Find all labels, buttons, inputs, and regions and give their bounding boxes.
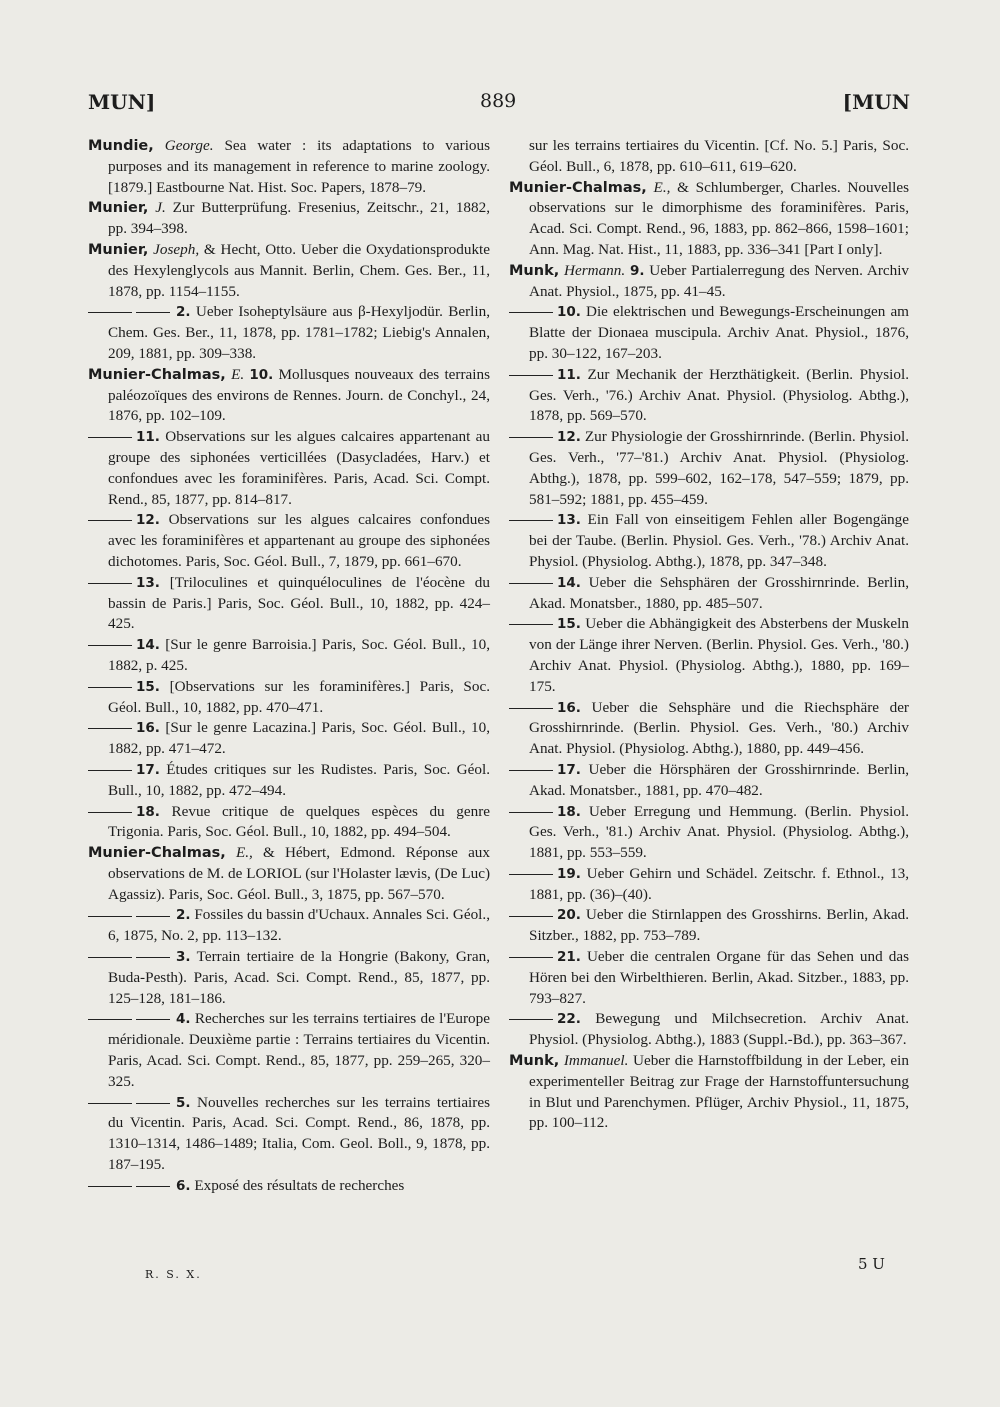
- author-given-name: Hermann.: [564, 261, 626, 279]
- entry-number: 16.: [557, 699, 581, 716]
- entry-number: 2.: [176, 907, 191, 924]
- author-surname: Munier-Chalmas,: [88, 845, 226, 862]
- entry-text: Ueber die Sehsphäre und die Riechsphäre der Grosshirnrinde. (Berlin. Physiol. Ges. Verh., '80.) Archiv Anat. Physiol. (Physiolog. Abthg.), 1880, pp. 449–456.: [529, 698, 909, 758]
- entry-number: 11.: [136, 429, 160, 446]
- bibliography-entry: [509, 614, 909, 697]
- entry-text: Terrain tertiaire de la Hongrie (Bakony, Gran, Buda-Pesth). Paris, Acad. Sci. Compt. Rend., 85, 1877, pp. 125–128, 181–186.: [108, 948, 490, 1007]
- bibliography-entry: [509, 510, 909, 572]
- entry-number: 15.: [136, 678, 160, 695]
- author-surname: Munier,: [88, 241, 149, 258]
- author-given-name: George.: [164, 137, 214, 154]
- entry-number: 13.: [136, 574, 160, 591]
- entry-text: Mollusques nouveaux des terrains paléozoïques des environs de Rennes. Journ. de Conchyl., 24, 1876, pp. 102–109.: [108, 365, 491, 425]
- right-column: [509, 136, 909, 1134]
- author-surname: Mundie,: [88, 138, 154, 154]
- ditto-rule: [88, 437, 132, 438]
- entry-number: 18.: [136, 803, 160, 820]
- ditto-rule: [136, 1103, 170, 1104]
- entry-text: Fossiles du bassin d'Uchaux. Annales Sci. Géol., 6, 1875, No. 2, pp. 113–132.: [108, 906, 490, 945]
- bibliography-entry: [509, 178, 909, 261]
- entry-text: Ueber die Sehsphären der Grosshirnrinde. Berlin, Akad. Monatsber., 1880, pp. 485–507.: [529, 573, 909, 612]
- sheet-mark: 5 U: [858, 1255, 885, 1273]
- entry-text: [Triloculines et quinquéloculines de l'éocène du bassin de Paris.] Paris, Soc. Géol. Bull., 10, 1882, pp. 424–425.: [108, 573, 490, 633]
- bibliography-entry: [88, 635, 490, 677]
- ditto-rule: [509, 708, 553, 709]
- ditto-rule: [136, 312, 170, 313]
- entry-text: Observations sur les algues calcaires confondues avec les foraminifères et appartenant au groupe des siphonées dichotomes. Paris, Soc. Géol. Bull., 7, 1879, pp. 661–670.: [108, 511, 490, 570]
- entry-text: Exposé des résultats de recherches: [190, 1176, 405, 1194]
- entry-text: Ueber Erregung und Hemmung. (Berlin. Physiol. Ges. Verh., '81.) Archiv Anat. Physiol. (Physiolog. Abthg.), 1881, pp. 553–559.: [529, 802, 909, 862]
- entry-text: Ueber die Harnstoffbildung in der Leber, ein experimenteller Beitrag zur Frage der Harnstoffuntersuchung in Blut und Parenchymen. Pflüger, Archiv Physiol., 11, 1875, pp. 100–112.: [529, 1052, 909, 1132]
- entry-number: 5.: [176, 1094, 191, 1111]
- entry-number: 17.: [136, 761, 160, 778]
- bibliography-entry: [88, 947, 490, 1009]
- entry-number: 10.: [249, 366, 274, 383]
- bibliography-entry: [88, 760, 490, 802]
- ditto-rule: [509, 957, 553, 958]
- entry-number: 2.: [176, 304, 191, 321]
- left-column: [88, 136, 490, 1197]
- ditto-rule: [509, 437, 553, 438]
- bibliography-entry: [509, 573, 909, 615]
- bibliography-entry: [509, 1051, 909, 1134]
- entry-number: 12.: [136, 512, 160, 529]
- author-surname: Munier-Chalmas,: [88, 366, 226, 383]
- ditto-rule: [509, 1019, 553, 1020]
- entry-text: & Schlumberger, Charles. Nouvelles observations sur le dimorphisme des foraminifères. Paris, Acad. Sci. Compt. Rend., 96, 1883, pp. 862–866, 1598–1601; Ann. Mag. Nat. Hist., 11, 1883, pp. 336–341 [Part I only].: [529, 178, 909, 258]
- ditto-rule: [88, 916, 132, 917]
- ditto-rule: [88, 312, 132, 313]
- bibliography-entry: [88, 427, 490, 510]
- ditto-rule: [509, 812, 553, 813]
- ditto-rule: [136, 957, 170, 958]
- entry-number: 4.: [176, 1011, 191, 1028]
- entry-text: Études critiques sur les Rudistes. Paris, Soc. Géol. Bull., 10, 1882, pp. 472–494.: [108, 760, 490, 799]
- bibliography-entry: [88, 510, 490, 572]
- entry-text: Ueber die Stirnlappen des Grosshirns. Berlin, Akad. Sitzber., 1882, pp. 753–789.: [529, 906, 909, 945]
- entry-number: 13.: [557, 512, 581, 529]
- entry-text: & Hébert, Edmond. Réponse aux observations de M. de LORIOL (sur l'Holaster lævis, (De Luc) Agassiz). Paris, Soc. Géol. Bull., 3, 1875, pp. 567–570.: [108, 844, 490, 903]
- entry-text: Zur Mechanik der Herzthätigkeit. (Berlin. Physiol. Ges. Verh., '76.) Archiv Anat. Physiol. (Physiolog. Abthg.), 1878, pp. 569–570.: [529, 365, 909, 425]
- ditto-rule: [88, 812, 132, 813]
- ditto-rule: [509, 375, 553, 376]
- ditto-rule: [136, 916, 170, 917]
- bibliography-entry: [509, 261, 909, 303]
- entry-text: Zur Physiologie der Grosshirnrinde. (Berlin. Physiol. Ges. Verh., '77–'81.) Archiv Anat. Physiol. (Physiolog. Abthg.), 1878, pp. 599–602, 162–178, 547–559; 1879, pp. 581–592; 1881, pp. 455–459.: [529, 428, 909, 508]
- entry-text: Sea water : its adaptations to various purposes and its management in reference to marine zoology. [1879.] Eastbourne Nat. Hist. Soc. Papers, 1878–79.: [108, 137, 491, 196]
- ditto-rule: [509, 874, 553, 875]
- author-surname: Munk,: [509, 1053, 560, 1070]
- page-number: 889: [480, 90, 517, 112]
- entry-number: 17.: [557, 761, 581, 778]
- bibliography-entry: [88, 905, 490, 947]
- entry-number: 22.: [557, 1011, 581, 1028]
- author-given-name: E.,: [235, 844, 253, 862]
- bibliography-entry: [509, 760, 909, 802]
- bibliography-entry: [88, 1009, 490, 1092]
- ditto-rule: [509, 520, 553, 521]
- ditto-rule: [88, 1103, 132, 1104]
- bibliography-entry: [88, 718, 490, 760]
- ditto-rule: [88, 645, 132, 646]
- bibliography-entry: [509, 302, 909, 364]
- ditto-rule: [88, 1186, 132, 1187]
- ditto-rule: [509, 770, 553, 771]
- entry-text: Observations sur les algues calcaires appartenant au groupe des siphonées verticillées (Dasycladées, Harv.) et confondues avec les foraminifères. Paris, Acad. Sci. Compt. Rend., 85, 1877, pp. 814–817.: [108, 428, 490, 508]
- ditto-rule: [88, 583, 132, 584]
- bibliography-entry: [88, 573, 490, 635]
- bibliography-entry: [509, 136, 909, 178]
- author-given-name: Immanuel.: [563, 1052, 629, 1070]
- bibliography-entry: [88, 198, 490, 240]
- entry-text: & Hecht, Otto. Ueber die Oxydationsprodukte des Hexylenglycols aus Mannit. Berlin, Chem. Ges. Ber., 11, 1878, pp. 1154–1155.: [108, 240, 490, 300]
- entry-text: Ueber Isoheptylsäure aus β-Hexyljodür. Berlin, Chem. Ges. Ber., 11, 1878, pp. 1781–1782; Liebig's Annalen, 209, 1881, pp. 309–338.: [108, 303, 490, 362]
- bibliography-entry: [509, 698, 909, 760]
- ditto-rule: [509, 916, 553, 917]
- ditto-rule: [88, 728, 132, 729]
- entry-text: Zur Butterprüfung. Fresenius, Zeitschr., 21, 1882, pp. 394–398.: [108, 199, 490, 238]
- ditto-rule: [509, 312, 553, 313]
- ditto-rule: [136, 1019, 170, 1020]
- bibliography-entry: [509, 864, 909, 906]
- bibliography-entry: [88, 136, 490, 198]
- bibliography-entry: [88, 1093, 490, 1176]
- author-surname: Munk,: [509, 262, 560, 279]
- entry-text: Die elektrischen und Bewegungs-Erscheinungen am Blatte der Dionaea muscipula. Archiv Anat. Physiol., 1876, pp. 30–122, 167–203.: [529, 303, 909, 362]
- bibliography-entry: [509, 947, 909, 1009]
- bibliography-entry: [88, 677, 490, 719]
- entry-text: [Sur le genre Lacazina.] Paris, Soc. Géol. Bull., 10, 1882, pp. 471–472.: [108, 719, 490, 758]
- entry-number: 15.: [557, 616, 581, 633]
- entry-text: Ueber die Hörsphären der Grosshirnrinde. Berlin, Akad. Monatsber., 1881, pp. 470–482.: [529, 760, 909, 799]
- entry-number: 14.: [136, 637, 160, 654]
- author-given-name: E.,: [653, 178, 671, 196]
- ditto-rule: [509, 583, 553, 584]
- bibliography-entry: [509, 365, 909, 427]
- ditto-rule: [88, 520, 132, 521]
- author-given-name: J.: [155, 199, 166, 217]
- entry-number: 19.: [557, 865, 581, 882]
- ditto-rule: [88, 1019, 132, 1020]
- entry-text: sur les terrains tertiaires du Vicentin. [Cf. No. 5.] Paris, Soc. Géol. Bull., 6, 1878, pp. 610–611, 619–620.: [529, 137, 909, 175]
- entry-number: 14.: [557, 574, 581, 591]
- entry-text: Ein Fall von einseitigem Fehlen aller Bogengänge bei der Taube. (Berlin. Physiol. Ges. Verh., '78.) Archiv Anat. Physiol. (Physiolog. Abthg.), 1878, pp. 347–348.: [529, 511, 909, 570]
- entry-text: [Observations sur les foraminifères.] Paris, Soc. Géol. Bull., 10, 1882, pp. 470–471.: [108, 677, 490, 716]
- entry-text: Ueber Partialerregung des Nerven. Archiv Anat. Physiol., 1875, pp. 41–45.: [529, 261, 910, 300]
- author-surname: Munier,: [88, 200, 149, 217]
- author-surname: Munier-Chalmas,: [509, 179, 647, 196]
- running-head-right: [MUN: [842, 90, 910, 114]
- signature-mark: R. S. X.: [145, 1268, 202, 1281]
- entry-number: 10.: [557, 304, 581, 321]
- entry-text: Ueber die Abhängigkeit des Absterbens der Muskeln von der Länge ihrer Nerven. (Berlin. Physiol. Ges. Verh., '80.) Archiv Anat. Physiol. (Physiolog. Abthg.), 1880, pp. 169–175.: [529, 615, 909, 695]
- ditto-rule: [88, 957, 132, 958]
- entry-number: 16.: [136, 720, 160, 737]
- ditto-rule: [88, 770, 132, 771]
- entry-number: 21.: [557, 949, 581, 966]
- entry-text: Recherches sur les terrains tertiaires de l'Europe méridionale. Deuxième partie : Terrains tertiaires du Vicentin. Paris, Acad. Sci. Compt. Rend., 85, 1877, pp. 259–265, 320–325.: [108, 1010, 490, 1090]
- page-header: [88, 90, 910, 120]
- entry-text: Nouvelles recherches sur les terrains tertiaires du Vicentin. Paris, Acad. Sci. Compt. Rend., 86, 1878, pp. 1310–1314, 1486–1489; Italia, Com. Geol. Boll., 9, 1878, pp. 187–195.: [108, 1093, 490, 1174]
- entry-number: 20.: [557, 907, 581, 924]
- entry-text: Ueber die centralen Organe für das Sehen und das Hören bei den Wirbelthieren. Berlin, Akad. Sitzber., 1883, pp. 793–827.: [529, 948, 909, 1007]
- author-given-name: E.: [231, 365, 245, 383]
- bibliography-entry: [88, 302, 490, 364]
- bibliography-entry: [509, 1009, 909, 1051]
- bibliography-entry: [88, 240, 490, 302]
- bibliography-entry: [88, 802, 490, 844]
- entry-number: 6.: [176, 1177, 191, 1194]
- bibliography-entry: [509, 802, 909, 864]
- entry-number: 9.: [629, 262, 645, 279]
- entry-text: Bewegung und Milchsecretion. Archiv Anat. Physiol. (Physiolog. Abthg.), 1883 (Suppl.-Bd.), pp. 363–367.: [529, 1010, 909, 1049]
- ditto-rule: [509, 624, 553, 625]
- bibliography-entry: [509, 427, 909, 510]
- entry-number: 11.: [557, 366, 581, 383]
- ditto-rule: [88, 687, 132, 688]
- running-head-left: MUN]: [88, 90, 156, 114]
- entry-text: Revue critique de quelques espèces du genre Trigonia. Paris, Soc. Géol. Bull., 10, 1882, pp. 494–504.: [108, 802, 490, 841]
- author-given-name: Joseph,: [153, 240, 200, 258]
- ditto-rule: [136, 1186, 170, 1187]
- entry-text: Ueber Gehirn und Schädel. Zeitschr. f. Ethnol., 13, 1881, pp. (36)–(40).: [529, 864, 909, 903]
- bibliography-entry: [88, 365, 490, 427]
- entry-number: 3.: [176, 949, 191, 966]
- bibliography-entry: [88, 1176, 490, 1197]
- entry-number: 18.: [557, 803, 581, 820]
- bibliography-entry: [88, 843, 490, 905]
- bibliography-entry: [509, 905, 909, 947]
- entry-text: [Sur le genre Barroisia.] Paris, Soc. Géol. Bull., 10, 1882, p. 425.: [108, 636, 490, 674]
- entry-number: 12.: [557, 429, 581, 446]
